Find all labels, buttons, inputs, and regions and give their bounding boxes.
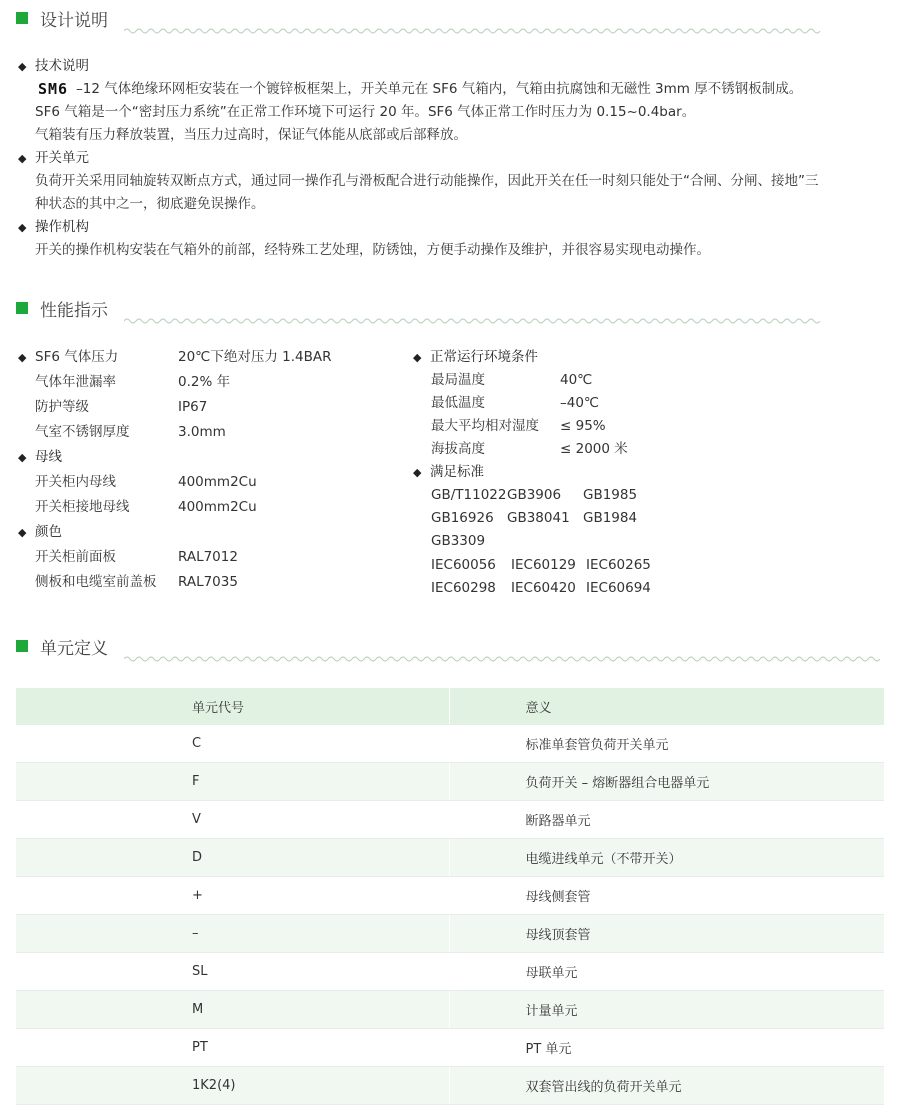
switch-line-2: 种状态的其中之一，彻底避免误操作。 [35,196,265,212]
table-row [16,915,884,953]
side-panel-value: RAL7035 [178,574,238,590]
unit-meaning: 标准单套管负荷开关单元 [449,725,884,763]
unit-code: F [16,763,449,801]
std-item: IEC60265 [586,557,651,573]
std-item: GB16926 [431,510,494,526]
diamond-bullet-icon: ◆ [18,351,27,364]
unit-code: D [16,839,449,877]
switch-heading: 开关单元 [35,150,89,166]
ip-value: IP67 [178,399,208,415]
std-item: GB1985 [583,487,638,503]
unit-code: SL [16,953,449,991]
table-row [16,839,884,877]
diamond-bullet-icon: ◆ [18,221,27,234]
unit-code: M [16,991,449,1029]
unit-code: – [16,915,449,953]
unit-meaning: 双套管出线的负荷开关单元 [449,1067,884,1105]
bus-inner-value: 400mm2Cu [178,474,257,490]
color-heading: 颜色 [35,524,62,540]
altitude-label: 海拔高度 [431,441,485,457]
tech-heading: 技术说明 [35,58,89,74]
column-header-code: 单元代号 [16,688,449,725]
bus-ground-value: 400mm2Cu [178,499,257,515]
tech-line-1: –12 气体绝缘环网柜安装在一个镀锌板框架上，开关单元在 SF6 气箱内，气箱由抗腐蚀和无磁性 3mm 厚不锈钢板制成。 [76,81,803,97]
section-design-header [16,4,884,36]
leak-value: 0.2% 年 [178,374,231,390]
max-temp-value: 40℃ [560,372,593,388]
humidity-value: ≤ 95% [560,418,606,434]
min-temp-value: –40℃ [560,395,600,411]
busbar-heading: 母线 [35,449,62,465]
std-item: IEC60420 [511,580,576,596]
leak-label: 气体年泄漏率 [35,374,116,390]
std-item: GB/T11022 [431,487,507,503]
unit-meaning: 母联单元 [449,953,884,991]
section-title: 设计说明 [40,11,108,31]
sf6-value: 20℃下绝对压力 1.4BAR [178,349,332,365]
section-title: 单元定义 [40,639,108,659]
sf6-label: SF6 气体压力 [35,349,119,365]
std-item: IEC60056 [431,557,496,573]
unit-code: C [16,725,449,763]
side-panel-label: 侧板和电缆室前盖板 [35,574,157,590]
unit-meaning: 断路器单元 [449,801,884,839]
table-header-row [16,688,884,725]
mechanism-line-1: 开关的操作机构安装在气箱外的前部，经特殊工艺处理，防锈蚀，方便手动操作及维护，并很容易实现电动操作。 [35,242,710,258]
tech-line-3: 气箱装有压力释放装置，当压力过高时，保证气体能从底部或后部释放。 [35,127,467,143]
diamond-bullet-icon: ◆ [18,152,27,165]
section-performance-header [16,294,884,326]
model-name: SM6 [38,80,69,98]
square-bullet-icon [16,12,28,24]
std-item: IEC60129 [511,557,576,573]
diamond-bullet-icon: ◆ [18,451,27,464]
std-item: GB3906 [507,487,562,503]
unit-meaning: 计量单元 [449,991,884,1029]
unit-code: + [16,877,449,915]
std-item: GB38041 [507,510,570,526]
wavy-divider-icon [124,654,884,664]
tech-line-2: SF6 气箱是一个“密封压力系统”在正常工作环境下可运行 20 年。SF6 气体正常工作时压力为 0.15~0.4bar。 [35,104,696,120]
std-item: GB1984 [583,510,638,526]
bus-inner-label: 开关柜内母线 [35,474,116,490]
ip-label: 防护等级 [35,399,89,415]
diamond-bullet-icon: ◆ [18,60,27,73]
unit-meaning: 母线顶套管 [449,915,884,953]
unit-code: PT [16,1029,449,1067]
max-temp-label: 最局温度 [431,372,485,388]
column-header-meaning: 意义 [449,688,884,725]
std-item: IEC60298 [431,580,496,596]
square-bullet-icon [16,302,28,314]
unit-code: V [16,801,449,839]
unit-meaning: 负荷开关 – 熔断器组合电器单元 [449,763,884,801]
diamond-bullet-icon: ◆ [413,466,422,479]
table-row [16,763,884,801]
wavy-divider-icon [124,316,884,326]
thickness-value: 3.0mm [178,424,226,440]
unit-definition-table [16,688,884,1105]
unit-meaning: PT 单元 [449,1029,884,1067]
table-row [16,877,884,915]
unit-code: 1K2(4) [16,1067,449,1105]
table-row [16,1029,884,1067]
table-row [16,801,884,839]
env-heading: 正常运行环境条件 [430,349,538,365]
mechanism-heading: 操作机构 [35,219,89,235]
wavy-divider-icon [124,26,884,36]
unit-meaning: 电缆进线单元（不带开关） [449,839,884,877]
table-row [16,725,884,763]
min-temp-label: 最低温度 [431,395,485,411]
altitude-value: ≤ 2000 米 [560,441,628,457]
unit-meaning: 母线侧套管 [449,877,884,915]
switch-line-1: 负荷开关采用同轴旋转双断点方式，通过同一操作孔与滑板配合进行动能操作，因此开关在任一时刻只能处于“合闸、分闸、接地”三 [35,173,819,189]
humidity-label: 最大平均相对湿度 [431,418,539,434]
table-row [16,991,884,1029]
front-panel-value: RAL7012 [178,549,238,565]
table-row [16,953,884,991]
bus-ground-label: 开关柜接地母线 [35,499,130,515]
section-title: 性能指示 [40,301,108,321]
std-item: IEC60694 [586,580,651,596]
thickness-label: 气室不锈钢厚度 [35,424,130,440]
table-row [16,1067,884,1105]
diamond-bullet-icon: ◆ [413,351,422,364]
std-item: GB3309 [431,533,486,549]
diamond-bullet-icon: ◆ [18,526,27,539]
square-bullet-icon [16,640,28,652]
front-panel-label: 开关柜前面板 [35,549,116,565]
section-units-header [16,632,884,664]
std-heading: 满足标准 [430,464,484,480]
